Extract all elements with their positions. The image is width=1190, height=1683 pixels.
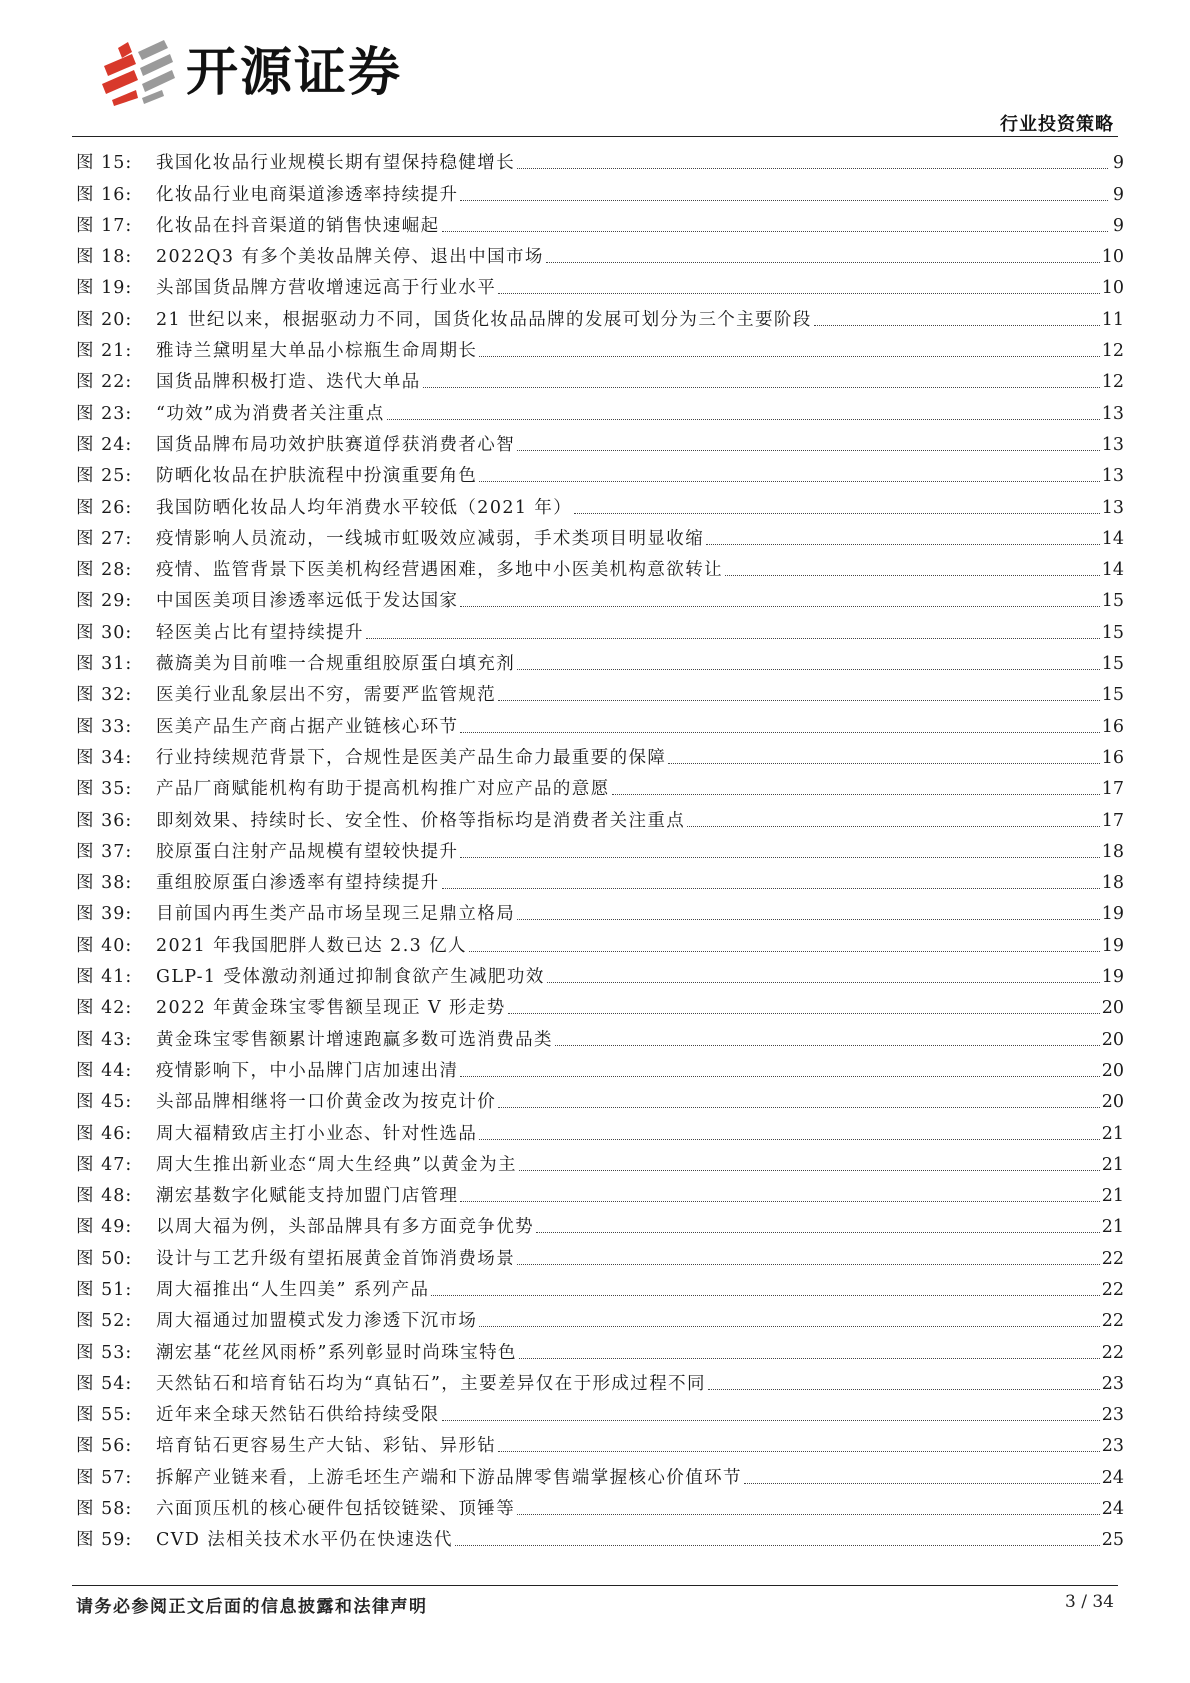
toc-entry-label: 图 23: [76, 403, 133, 424]
toc-entry-title: 国货品牌布局功效护肤赛道俘获消费者心智 [156, 434, 516, 455]
toc-entry[interactable] [76, 240, 1124, 271]
toc-leader-dots [519, 1357, 1100, 1359]
toc-entry-page: 20 [1101, 1029, 1124, 1050]
toc-entry-page: 13 [1101, 466, 1124, 487]
toc-entry-label: 图 44: [76, 1060, 133, 1081]
toc-leader-dots [574, 512, 1100, 514]
toc-entry[interactable] [76, 1273, 1124, 1304]
toc-leader-dots [498, 699, 1100, 701]
toc-entry-page: 15 [1101, 622, 1124, 643]
toc-entry[interactable] [76, 1429, 1124, 1460]
toc-entry[interactable] [76, 835, 1124, 866]
toc-entry[interactable] [76, 365, 1124, 396]
toc-entry-label: 图 45: [76, 1092, 133, 1113]
toc-entry-page: 17 [1101, 810, 1124, 831]
toc-entry-title: 2022 年黄金珠宝零售额呈现正 V 形走势 [156, 998, 506, 1019]
toc-leader-dots [517, 918, 1100, 920]
toc-entry-label: 图 29: [76, 591, 133, 612]
toc-entry-page: 12 [1101, 341, 1124, 362]
toc-entry-label: 图 26: [76, 497, 133, 518]
toc-entry-page: 22 [1101, 1279, 1124, 1300]
toc-entry-label: 图 58: [76, 1499, 133, 1520]
toc-entry-page: 16 [1101, 747, 1124, 768]
toc-entry-title: 雅诗兰黛明星大单品小棕瓶生命周期长 [156, 341, 478, 362]
toc-entry-title: CVD 法相关技术水平仍在快速迭代 [156, 1530, 453, 1551]
toc-entry-page: 20 [1101, 1092, 1124, 1113]
toc-leader-dots [708, 1388, 1100, 1390]
toc-entry-label: 图 16: [76, 184, 133, 205]
toc-entry[interactable] [76, 1148, 1124, 1179]
toc-entry-page: 22 [1101, 1248, 1124, 1269]
toc-entry[interactable] [76, 928, 1124, 959]
toc-entry-page: 15 [1101, 654, 1124, 675]
kaiyuan-logo-icon [98, 38, 176, 108]
toc-entry-label: 图 48: [76, 1186, 133, 1207]
toc-entry[interactable] [76, 1460, 1124, 1491]
toc-entry-title: 以周大福为例，头部品牌具有多方面竞争优势 [156, 1217, 534, 1238]
toc-entry-page: 21 [1101, 1217, 1124, 1238]
toc-leader-dots [460, 1200, 1099, 1202]
toc-leader-dots [498, 292, 1100, 294]
toc-leader-dots [366, 637, 1100, 639]
toc-leader-dots [519, 1169, 1100, 1171]
toc-entry-label: 图 27: [76, 528, 133, 549]
toc-entry-page: 22 [1101, 1311, 1124, 1332]
toc-entry-title: 近年来全球天然钻石供给持续受限 [156, 1405, 440, 1426]
toc-entry[interactable] [76, 772, 1124, 803]
toc-entry-label: 图 32: [76, 685, 133, 706]
toc-entry-label: 图 53: [76, 1342, 133, 1363]
toc-entry-title: 培育钻石更容易生产大钻、彩钻、异形钻 [156, 1436, 497, 1457]
footer-disclaimer: 请务必参阅正文后面的信息披露和法律声明 [76, 1597, 428, 1617]
toc-entry-title: 黄金珠宝零售额累计增速跑赢多数可选消费品类 [156, 1029, 553, 1050]
toc-entry[interactable] [76, 1116, 1124, 1147]
toc-leader-dots [387, 418, 1100, 420]
toc-entry-page: 23 [1101, 1436, 1124, 1457]
figure-toc-list [76, 146, 1124, 1554]
toc-leader-dots [455, 1544, 1100, 1546]
toc-leader-dots [460, 856, 1099, 858]
toc-leader-dots [725, 574, 1100, 576]
toc-entry-page: 10 [1101, 278, 1124, 299]
toc-entry-label: 图 41: [76, 967, 133, 988]
toc-entry[interactable] [76, 647, 1124, 678]
toc-entry[interactable] [76, 1523, 1124, 1554]
toc-entry-title: 产品厂商赋能机构有助于提高机构推广对应产品的意愿 [156, 779, 610, 800]
toc-entry-label: 图 47: [76, 1154, 133, 1175]
toc-entry-title: 拆解产业链来看，上游毛坯生产端和下游品牌零售端掌握核心价值环节 [156, 1467, 742, 1488]
toc-leader-dots [479, 1138, 1099, 1140]
toc-entry-page: 19 [1101, 904, 1124, 925]
toc-entry-title: 2021 年我国肥胖人数已达 2.3 亿人 [156, 935, 467, 956]
section-title: 行业投资策略 [1000, 114, 1114, 135]
toc-entry-title: 周大福通过加盟模式发力渗透下沉市场 [156, 1311, 478, 1332]
toc-entry[interactable] [76, 428, 1124, 459]
toc-leader-dots [517, 668, 1100, 670]
page-number: 3 / 34 [1065, 1592, 1114, 1612]
toc-entry-label: 图 36: [76, 810, 133, 831]
toc-entry[interactable] [76, 553, 1124, 584]
toc-entry[interactable] [76, 1398, 1124, 1429]
toc-entry-title: 设计与工艺升级有望拓展黄金首饰消费场景 [156, 1248, 516, 1269]
toc-entry-page: 21 [1101, 1154, 1124, 1175]
toc-entry-title: 行业持续规范背景下，合规性是医美产品生命力最重要的保障 [156, 747, 667, 768]
toc-entry-page: 23 [1101, 1405, 1124, 1426]
toc-leader-dots [687, 825, 1100, 827]
toc-entry-title: 疫情影响下，中小品牌门店加速出清 [156, 1060, 459, 1081]
toc-entry-label: 图 54: [76, 1373, 133, 1394]
toc-entry-label: 图 20: [76, 309, 133, 330]
toc-entry[interactable] [76, 1492, 1124, 1523]
toc-entry-page: 15 [1101, 685, 1124, 706]
toc-entry[interactable] [76, 490, 1124, 521]
toc-leader-dots [814, 324, 1100, 326]
toc-entry-page: 25 [1101, 1530, 1124, 1551]
toc-entry-title: 头部国货品牌方营收增速远高于行业水平 [156, 278, 497, 299]
toc-entry-label: 图 21: [76, 341, 133, 362]
toc-entry[interactable] [76, 709, 1124, 740]
toc-entry-page: 21 [1101, 1186, 1124, 1207]
toc-entry[interactable] [76, 271, 1124, 302]
toc-leader-dots [460, 199, 1108, 201]
toc-leader-dots [517, 449, 1100, 451]
toc-leader-dots [469, 950, 1100, 952]
toc-leader-dots [442, 887, 1100, 889]
toc-entry-page: 17 [1101, 779, 1124, 800]
toc-entry[interactable] [76, 1179, 1124, 1210]
toc-entry-label: 图 46: [76, 1123, 133, 1144]
toc-entry-page: 19 [1101, 967, 1124, 988]
toc-entry-label: 图 30: [76, 622, 133, 643]
toc-entry-page: 14 [1101, 560, 1124, 581]
toc-entry[interactable] [76, 1210, 1124, 1241]
toc-leader-dots [498, 1106, 1100, 1108]
toc-entry-title: 化妆品在抖音渠道的销售快速崛起 [156, 215, 440, 236]
toc-entry[interactable] [76, 866, 1124, 897]
toc-entry-title: 周大生推出新业态“周大生经典”以黄金为主 [156, 1154, 517, 1175]
toc-entry-title: 中国医美项目渗透率远低于发达国家 [156, 591, 459, 612]
toc-leader-dots [460, 1075, 1099, 1077]
toc-entry-page: 9 [1112, 153, 1124, 174]
toc-entry-title: 目前国内再生类产品市场呈现三足鼎立格局 [156, 904, 516, 925]
toc-entry-label: 图 38: [76, 873, 133, 894]
toc-entry-title: 潮宏基“花丝风雨桥”系列彰显时尚珠宝特色 [156, 1342, 517, 1363]
toc-entry-title: 国货品牌积极打造、迭代大单品 [156, 372, 421, 393]
toc-entry-title: 潮宏基数字化赋能支持加盟门店管理 [156, 1186, 459, 1207]
toc-entry-title: 疫情、监管背景下医美机构经营遇困难，多地中小医美机构意欲转让 [156, 560, 723, 581]
toc-entry[interactable] [76, 741, 1124, 772]
toc-entry[interactable] [76, 522, 1124, 553]
toc-entry[interactable] [76, 897, 1124, 928]
toc-entry-label: 图 51: [76, 1279, 133, 1300]
toc-entry-label: 图 15: [76, 153, 133, 174]
toc-entry-label: 图 19: [76, 278, 133, 299]
toc-entry-label: 图 37: [76, 841, 133, 862]
toc-entry[interactable] [76, 146, 1124, 177]
toc-entry-page: 9 [1112, 215, 1124, 236]
header-divider [72, 136, 1118, 137]
toc-leader-dots [547, 981, 1100, 983]
toc-leader-dots [508, 1012, 1100, 1014]
toc-entry-title: 21 世纪以来，根据驱动力不同，国货化妆品品牌的发展可划分为三个主要阶段 [156, 309, 812, 330]
toc-entry[interactable] [76, 678, 1124, 709]
toc-entry-label: 图 49: [76, 1217, 133, 1238]
toc-entry[interactable] [76, 1304, 1124, 1335]
toc-entry[interactable] [76, 1241, 1124, 1272]
toc-leader-dots [536, 1231, 1100, 1233]
toc-entry[interactable] [76, 334, 1124, 365]
toc-entry-title: 化妆品行业电商渠道渗透率持续提升 [156, 184, 459, 205]
toc-leader-dots [498, 1450, 1100, 1452]
toc-entry-label: 图 34: [76, 747, 133, 768]
toc-entry[interactable] [76, 1367, 1124, 1398]
toc-leader-dots [423, 386, 1100, 388]
toc-entry[interactable] [76, 302, 1124, 333]
toc-entry-label: 图 28: [76, 560, 133, 581]
toc-leader-dots [546, 261, 1100, 263]
toc-entry-label: 图 25: [76, 466, 133, 487]
toc-entry-page: 21 [1101, 1123, 1124, 1144]
toc-entry-label: 图 18: [76, 247, 133, 268]
toc-entry-label: 图 52: [76, 1311, 133, 1332]
toc-entry-title: 周大福推出“人生四美” 系列产品 [156, 1279, 430, 1300]
toc-entry-page: 12 [1101, 372, 1124, 393]
toc-entry-label: 图 31: [76, 654, 133, 675]
toc-entry-label: 图 57: [76, 1467, 133, 1488]
toc-entry-label: 图 22: [76, 372, 133, 393]
toc-entry[interactable] [76, 1054, 1124, 1085]
footer-divider [72, 1585, 1118, 1586]
brand-name: 开源证券 [186, 43, 403, 103]
toc-entry-label: 图 59: [76, 1530, 133, 1551]
toc-entry-page: 24 [1101, 1499, 1124, 1520]
toc-entry[interactable] [76, 459, 1124, 490]
toc-entry[interactable] [76, 396, 1124, 427]
toc-leader-dots [479, 355, 1099, 357]
toc-entry[interactable] [76, 960, 1124, 991]
toc-leader-dots [479, 1325, 1099, 1327]
toc-leader-dots [706, 543, 1100, 545]
page-header [0, 0, 1190, 140]
toc-entry-page: 13 [1101, 403, 1124, 424]
toc-entry-title: 胶原蛋白注射产品规模有望较快提升 [156, 841, 459, 862]
toc-entry-label: 图 17: [76, 215, 133, 236]
toc-entry-label: 图 35: [76, 779, 133, 800]
toc-entry-label: 图 42: [76, 998, 133, 1019]
toc-entry-page: 10 [1101, 247, 1124, 268]
toc-entry-page: 18 [1101, 841, 1124, 862]
toc-entry-title: 疫情影响人员流动，一线城市虹吸效应减弱，手术类项目明显收缩 [156, 528, 705, 549]
brand-logo [98, 38, 402, 108]
toc-leader-dots [479, 480, 1099, 482]
toc-leader-dots [744, 1482, 1100, 1484]
toc-entry-title: 2022Q3 有多个美妆品牌关停、退出中国市场 [156, 247, 544, 268]
toc-entry[interactable] [76, 1085, 1124, 1116]
toc-entry-label: 图 40: [76, 935, 133, 956]
toc-leader-dots [442, 230, 1109, 232]
toc-entry[interactable] [76, 991, 1124, 1022]
toc-entry[interactable] [76, 1335, 1124, 1366]
toc-entry[interactable] [76, 177, 1124, 208]
toc-entry-label: 图 56: [76, 1436, 133, 1457]
toc-entry[interactable] [76, 803, 1124, 834]
toc-entry-title: 医美产品生产商占据产业链核心环节 [156, 716, 459, 737]
toc-entry-title: 我国化妆品行业规模长期有望保持稳健增长 [156, 153, 516, 174]
toc-entry-title: GLP-1 受体激动剂通过抑制食欲产生减肥功效 [156, 967, 545, 988]
toc-entry-title: 医美行业乱象层出不穷，需要严监管规范 [156, 685, 497, 706]
toc-entry-title: 薇旖美为目前唯一合规重组胶原蛋白填充剂 [156, 654, 516, 675]
toc-leader-dots [555, 1044, 1100, 1046]
toc-entry-page: 13 [1101, 497, 1124, 518]
toc-entry-label: 图 50: [76, 1248, 133, 1269]
toc-leader-dots [460, 731, 1099, 733]
toc-leader-dots [668, 762, 1099, 764]
toc-leader-dots [442, 1419, 1100, 1421]
toc-entry-title: 轻医美占比有望持续提升 [156, 622, 364, 643]
toc-leader-dots [431, 1294, 1099, 1296]
toc-entry-page: 14 [1101, 528, 1124, 549]
toc-leader-dots [460, 605, 1099, 607]
toc-entry-page: 9 [1112, 184, 1124, 205]
toc-leader-dots [612, 793, 1100, 795]
toc-entry-page: 13 [1101, 434, 1124, 455]
toc-entry-title: 头部品牌相继将一口价黄金改为按克计价 [156, 1092, 497, 1113]
toc-entry[interactable] [76, 584, 1124, 615]
toc-leader-dots [517, 1263, 1100, 1265]
toc-entry-title: “功效”成为消费者关注重点 [156, 403, 385, 424]
toc-entry-label: 图 55: [76, 1405, 133, 1426]
toc-entry[interactable] [76, 615, 1124, 646]
toc-leader-dots [517, 1513, 1100, 1515]
toc-entry[interactable] [76, 1022, 1124, 1053]
toc-entry-page: 24 [1101, 1467, 1124, 1488]
toc-entry-title: 重组胶原蛋白渗透率有望持续提升 [156, 873, 440, 894]
toc-entry-label: 图 33: [76, 716, 133, 737]
toc-entry-title: 天然钻石和培育钻石均为“真钻石”，主要差异仅在于形成过程不同 [156, 1373, 706, 1394]
toc-entry-title: 周大福精致店主打小业态、针对性选品 [156, 1123, 478, 1144]
toc-entry-page: 23 [1101, 1373, 1124, 1394]
toc-entry-page: 20 [1101, 998, 1124, 1019]
toc-entry-page: 11 [1101, 309, 1124, 330]
toc-entry-page: 22 [1101, 1342, 1124, 1363]
toc-entry-page: 20 [1101, 1060, 1124, 1081]
toc-entry-label: 图 39: [76, 904, 133, 925]
toc-entry-title: 我国防晒化妆品人均年消费水平较低（2021 年） [156, 497, 573, 518]
toc-entry-page: 19 [1101, 935, 1124, 956]
toc-entry-title: 六面顶压机的核心硬件包括铰链梁、顶锤等 [156, 1499, 516, 1520]
toc-entry[interactable] [76, 209, 1124, 240]
toc-entry-title: 防晒化妆品在护肤流程中扮演重要角色 [156, 466, 478, 487]
toc-entry-label: 图 24: [76, 434, 133, 455]
toc-entry-page: 15 [1101, 591, 1124, 612]
toc-entry-page: 16 [1101, 716, 1124, 737]
toc-entry-title: 即刻效果、持续时长、安全性、价格等指标均是消费者关注重点 [156, 810, 686, 831]
toc-leader-dots [517, 167, 1108, 169]
toc-entry-label: 图 43: [76, 1029, 133, 1050]
toc-entry-page: 18 [1101, 873, 1124, 894]
